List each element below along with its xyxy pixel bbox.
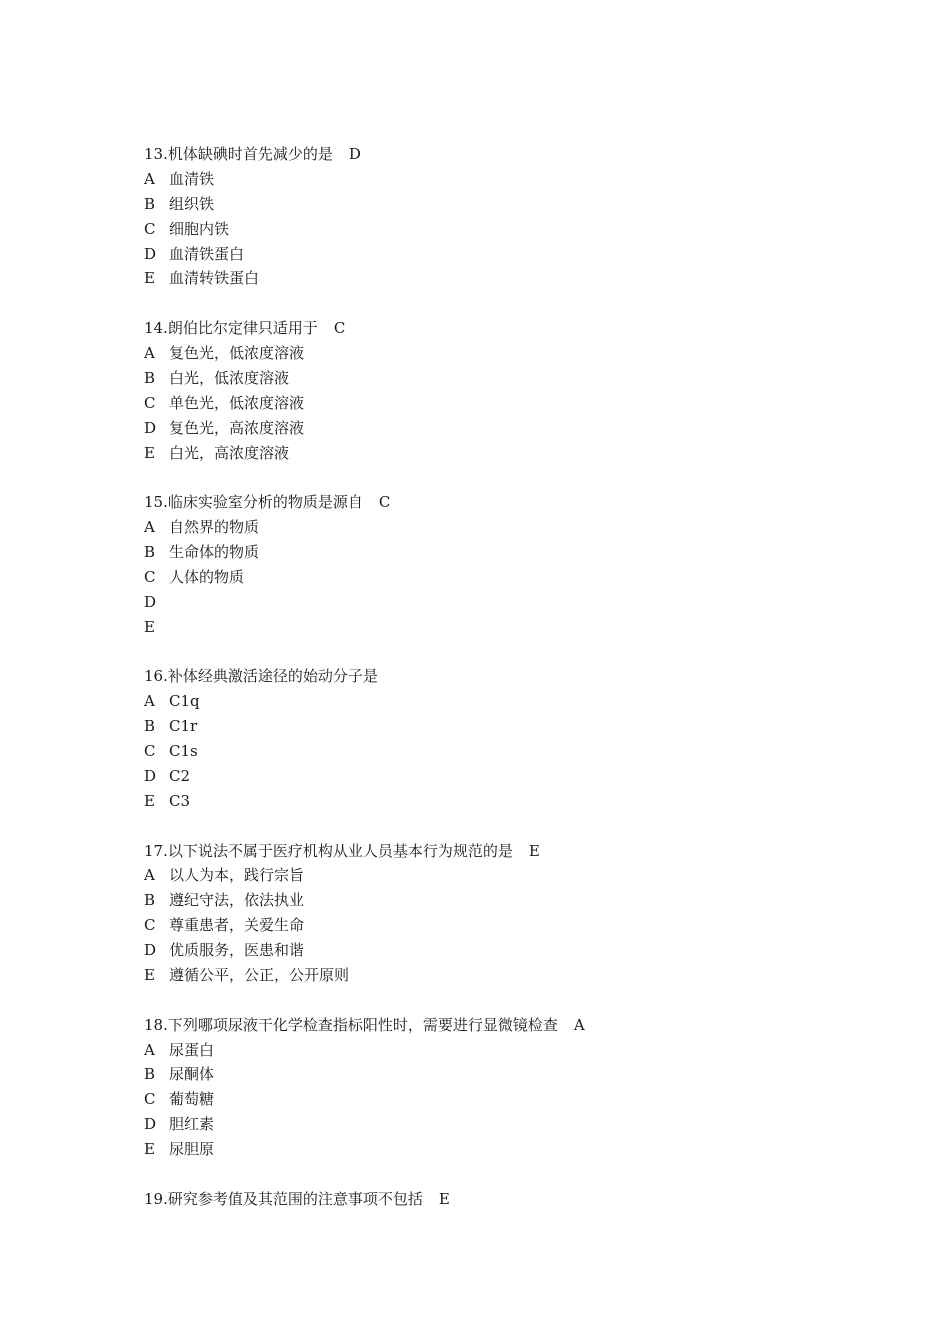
option-item: [144, 441, 844, 466]
option-text: 复色光，低浓度溶液: [169, 344, 305, 363]
option-letter: A: [144, 692, 155, 711]
option-text: C2: [169, 766, 191, 785]
question-text: 以下说法不属于医疗机构从业人员基本行为规范的是: [167, 841, 513, 860]
option-letter: B: [144, 368, 156, 387]
option-item: [144, 366, 844, 391]
option-text: 以人为本，践行宗旨: [169, 866, 305, 885]
question-block: [144, 142, 844, 291]
option-item: [144, 1112, 844, 1137]
option-item: [144, 167, 844, 192]
question-block: [144, 1013, 844, 1162]
option-text: 遵循公平，公正，公开原则: [169, 966, 350, 985]
option-item: [144, 913, 844, 938]
option-letter: D: [144, 941, 157, 960]
option-text: 人体的物质: [169, 567, 245, 586]
option-letter: D: [144, 1115, 157, 1134]
option-letter: B: [144, 1065, 156, 1084]
question-answer: C: [333, 319, 346, 338]
option-text: C1r: [169, 717, 198, 736]
option-letter: D: [144, 244, 157, 263]
option-item: [144, 1062, 844, 1087]
question-block: [144, 1187, 844, 1212]
option-item: [144, 540, 844, 565]
question-text: 下列哪项尿液干化学检查指标阳性时，需要进行显微镜检查: [167, 1015, 558, 1034]
option-item: [144, 242, 844, 267]
option-text: 白光，低浓度溶液: [169, 368, 290, 387]
option-text: 优质服务，医患和谐: [169, 941, 305, 960]
option-item: [144, 266, 844, 291]
option-text: 葡萄糖: [169, 1090, 215, 1109]
option-text: 生命体的物质: [169, 543, 260, 562]
question-number: 14.: [144, 319, 168, 338]
option-text: 细胞内铁: [169, 219, 230, 238]
option-text: 血清铁蛋白: [169, 244, 245, 263]
option-text: C1q: [169, 692, 200, 711]
question-stem: [144, 664, 844, 689]
option-text: 胆红素: [169, 1115, 215, 1134]
option-item: [144, 1087, 844, 1112]
option-letter: C: [144, 219, 156, 238]
question-number: 15.: [144, 493, 168, 512]
option-text: 尿蛋白: [169, 1040, 215, 1059]
question-block: [144, 490, 844, 639]
option-letter: C: [144, 393, 156, 412]
question-stem: [144, 490, 844, 515]
question-block: [144, 839, 844, 988]
option-item: [144, 888, 844, 913]
option-letter: C: [144, 742, 156, 761]
option-item: [144, 863, 844, 888]
option-letter: E: [144, 1140, 155, 1159]
option-letter: E: [144, 443, 155, 462]
question-block: [144, 316, 844, 465]
option-text: 尊重患者，关爱生命: [169, 916, 305, 935]
option-item: [144, 590, 844, 615]
option-text: 白光，高浓度溶液: [169, 443, 290, 462]
option-text: C1s: [169, 742, 198, 761]
option-text: 单色光，低浓度溶液: [169, 393, 305, 412]
question-answer: A: [573, 1015, 585, 1034]
option-letter: A: [144, 518, 155, 537]
option-text: 尿胆原: [169, 1140, 215, 1159]
option-letter: B: [144, 543, 156, 562]
option-letter: A: [144, 344, 155, 363]
question-number: 18.: [144, 1015, 168, 1034]
question-block: [144, 664, 844, 813]
question-text: 研究参考值及其范围的注意事项不包括: [167, 1189, 423, 1208]
question-number: 17.: [144, 841, 168, 860]
question-number: 13.: [144, 145, 168, 163]
option-letter: D: [144, 592, 157, 611]
question-answer: E: [438, 1189, 450, 1208]
question-stem: [144, 1013, 844, 1038]
question-stem: [144, 142, 844, 167]
option-letter: C: [144, 1090, 156, 1109]
option-item: [144, 515, 844, 540]
option-item: [144, 714, 844, 739]
option-item: [144, 391, 844, 416]
option-text: 遵纪守法，依法执业: [169, 891, 305, 910]
option-letter: E: [144, 791, 155, 810]
option-item: [144, 341, 844, 366]
option-letter: E: [144, 269, 155, 288]
option-item: [144, 789, 844, 814]
option-letter: B: [144, 891, 156, 910]
option-item: [144, 217, 844, 242]
question-answer: C: [378, 493, 391, 512]
option-item: [144, 764, 844, 789]
question-answer: D: [348, 145, 361, 163]
question-list: [144, 142, 844, 1237]
question-stem: [144, 1187, 844, 1212]
option-text: 尿酮体: [169, 1065, 215, 1084]
option-item: [144, 416, 844, 441]
option-letter: E: [144, 966, 155, 985]
question-number: 16.: [144, 667, 168, 686]
option-item: [144, 1038, 844, 1063]
option-letter: A: [144, 1040, 155, 1059]
option-item: [144, 739, 844, 764]
option-letter: C: [144, 567, 156, 586]
question-stem: [144, 316, 844, 341]
option-letter: A: [144, 866, 155, 885]
option-text: 血清铁: [169, 169, 215, 188]
option-item: [144, 615, 844, 640]
option-text: 组织铁: [169, 194, 215, 213]
option-letter: E: [144, 617, 155, 636]
option-item: [144, 565, 844, 590]
question-number: 19.: [144, 1189, 168, 1208]
option-letter: A: [144, 169, 155, 188]
option-letter: B: [144, 717, 156, 736]
question-text: 机体缺碘时首先减少的是: [167, 145, 333, 163]
option-letter: C: [144, 916, 156, 935]
question-text: 补体经典激活途径的始动分子是: [167, 667, 378, 686]
option-text: C3: [169, 791, 191, 810]
option-text: 复色光，高浓度溶液: [169, 418, 305, 437]
option-letter: D: [144, 766, 157, 785]
question-text: 临床实验室分析的物质是源自: [167, 493, 363, 512]
option-letter: B: [144, 194, 156, 213]
question-answer: E: [528, 841, 540, 860]
option-item: [144, 192, 844, 217]
question-stem: [144, 839, 844, 864]
option-text: 血清转铁蛋白: [169, 269, 260, 288]
option-item: [144, 1137, 844, 1162]
option-item: [144, 689, 844, 714]
question-text: 朗伯比尔定律只适用于: [167, 319, 318, 338]
option-item: [144, 963, 844, 988]
option-text: 自然界的物质: [169, 518, 260, 537]
option-letter: D: [144, 418, 157, 437]
option-item: [144, 938, 844, 963]
